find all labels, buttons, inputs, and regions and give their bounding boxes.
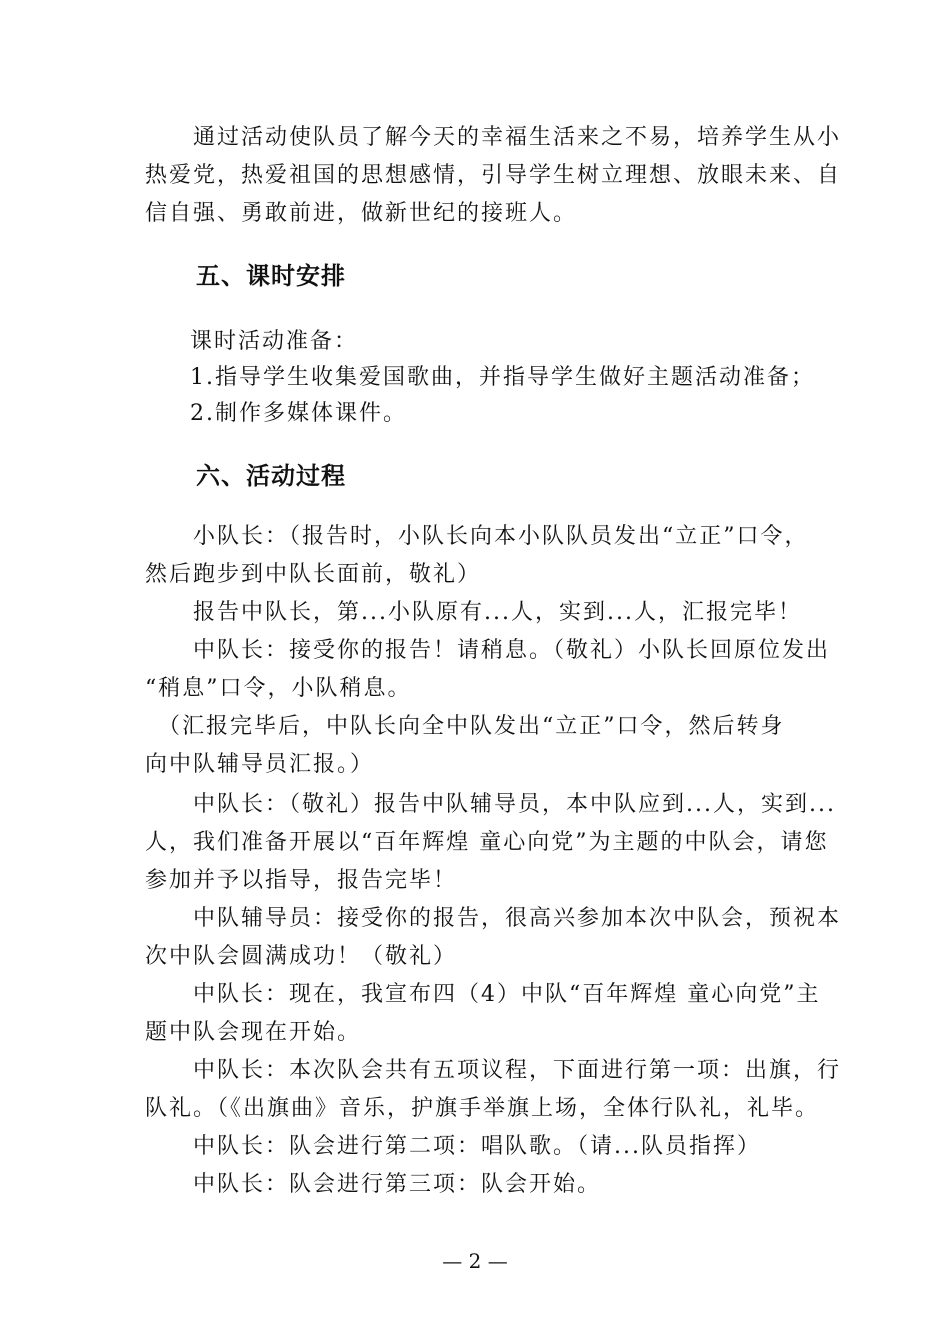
page-number: — 2 — (442, 1249, 508, 1273)
text-line: 向中队辅导员汇报。） (145, 752, 375, 777)
text-line: 报告中队长，第...小队原有...人，实到...人，汇报完毕！ (145, 600, 802, 625)
text-line: 队礼。（《出旗曲》音乐，护旗手举旗上场，全体行队礼，礼毕。 (145, 1096, 820, 1121)
process-paragraph (145, 632, 831, 708)
text-line: 中队长：（敬礼）报告中队辅导员，本中队应到...人，实到... (145, 792, 836, 817)
prep-item: 1.指导学生收集爱国歌曲，并指导学生做好主题活动准备； (190, 365, 815, 390)
text-line: 通过活动使队员了解今天的幸福生活来之不易，培养学生从小 (145, 125, 842, 150)
process-paragraph (145, 594, 810, 632)
text-line: 热爱党，热爱祖国的思想感情，引导学生树立理想、放眼未来、自 (145, 163, 842, 188)
process-paragraph (145, 786, 836, 900)
process-paragraph (145, 1128, 810, 1166)
text-line: 中队长：队会进行第二项：唱队歌。（请...队员指挥） (145, 1134, 761, 1159)
text-line: 中队长：接受你的报告！请稍息。（敬礼）小队长回原位发出 (145, 638, 831, 663)
process-paragraph (145, 900, 842, 976)
section-heading-schedule: 五、课时安排 (196, 262, 346, 290)
text-line: 中队长：现在，我宣布四（4）中队“百年辉煌 童心向党”主 (145, 982, 821, 1007)
text-line: 中队辅导员：接受你的报告，很高兴参加本次中队会，预祝本 (145, 906, 842, 931)
prep-item: 2.制作多媒体课件。 (190, 401, 407, 426)
prep-intro: 课时活动准备： (190, 329, 359, 354)
text-line: 中队长：队会进行第三项：队会开始。 (145, 1172, 602, 1197)
text-line: 然后跑步到中队长面前，敬礼） (145, 562, 482, 587)
process-paragraph (145, 518, 810, 594)
section-heading-process: 六、活动过程 (196, 462, 346, 490)
text-line: 参加并予以指导，报告完毕！ (145, 868, 458, 893)
process-paragraph (145, 1052, 842, 1128)
purpose-paragraph (145, 119, 842, 233)
text-line: “稍息”口令，小队稍息。 (145, 676, 412, 701)
text-line: 小队长：（报告时，小队长向本小队队员发出“立正”口令， (145, 524, 809, 549)
text-line: 次中队会圆满成功！（敬礼） (145, 944, 458, 969)
text-line: 中队长：本次队会共有五项议程，下面进行第一项：出旗，行 (145, 1058, 842, 1083)
text-line: 人，我们准备开展以“百年辉煌 童心向党”为主题的中队会，请您 (145, 830, 829, 855)
text-line: 题中队会现在开始。 (145, 1020, 362, 1045)
process-paragraph (145, 708, 810, 784)
process-paragraph (145, 1166, 810, 1204)
text-line: （汇报完毕后，中队长向全中队发出“立正”口令，然后转身 (145, 714, 785, 739)
text-line: 信自强、勇敢前进，做新世纪的接班人。 (145, 201, 578, 226)
process-paragraph (145, 976, 821, 1052)
